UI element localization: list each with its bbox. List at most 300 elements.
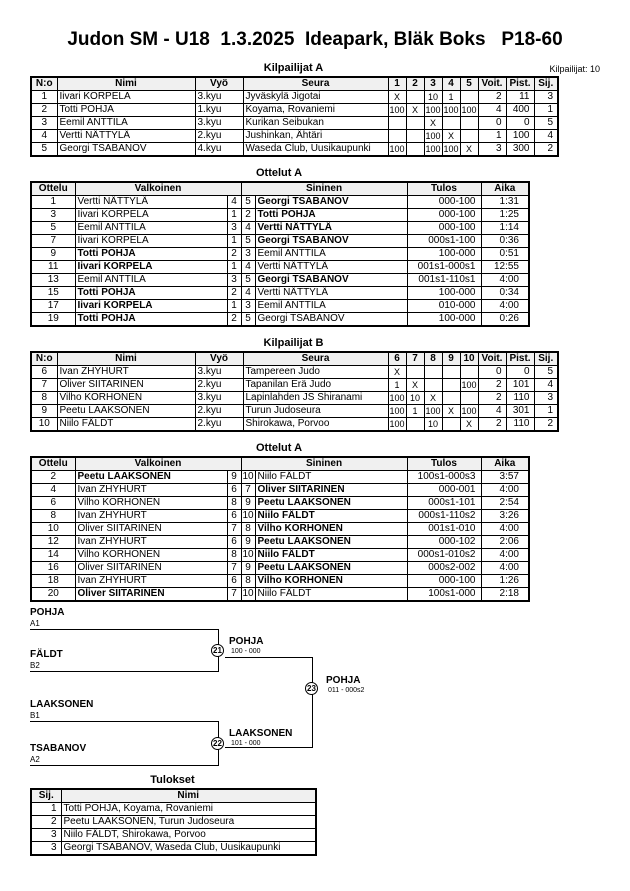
column-header: 9 — [442, 352, 460, 366]
table-row — [31, 366, 558, 379]
cell-sn: 4 — [241, 222, 255, 235]
cell-sij: 1 — [534, 405, 558, 418]
cell-sij: 1 — [31, 803, 61, 816]
cell-r-0: 100 — [389, 105, 405, 115]
cell-nimi: Georgi TSABANOV, Waseda Club, Uusikaupunki — [61, 842, 316, 856]
column-header: 7 — [406, 352, 424, 366]
sf1-score: 100 - 000 — [231, 648, 261, 655]
cell-vn: 2 — [227, 248, 241, 261]
cell-sininen: Vilho KORHONEN — [255, 523, 407, 536]
final-score: 011 - 000s2 — [328, 687, 365, 694]
cell-seura: Jyväskylä Jigotai — [243, 91, 388, 104]
cell-ottelu: 7 — [31, 235, 75, 248]
cell-ottelu: 9 — [31, 248, 75, 261]
table-row — [31, 418, 558, 432]
cell-no: 6 — [31, 366, 57, 379]
cell-sn: 7 — [241, 484, 255, 497]
cell-vn: 6 — [227, 536, 241, 549]
cell-nimi: Georgi TSABANOV — [57, 143, 195, 157]
cell-sininen: Peetu LAAKSONEN — [255, 562, 407, 575]
cell-valkoinen: Ivan ZHYHURT — [75, 484, 227, 497]
cell-nimi: Vilho KORHONEN — [57, 392, 195, 405]
cell-sn: 2 — [241, 209, 255, 222]
cell-sininen: Vertti NÄTTYLÄ — [255, 287, 407, 300]
cell-vn: 1 — [227, 300, 241, 313]
cell-ottelu: 2 — [31, 471, 75, 484]
bracket-entrant-seed: A1 — [30, 619, 40, 628]
cell-tulos: 000-001 — [407, 484, 481, 497]
cell-aika: 0:26 — [481, 313, 529, 327]
cell-r-0: 100 — [389, 419, 405, 429]
cell-valkoinen: Iivari KORPELA — [75, 300, 227, 313]
cell-sn: 4 — [241, 261, 255, 274]
cell-sininen: Vilho KORHONEN — [255, 575, 407, 588]
column-header: Nimi — [57, 352, 195, 366]
cell-nimi: Iivari KORPELA — [57, 91, 195, 104]
cell-sij: 4 — [534, 130, 558, 143]
table-row — [31, 313, 529, 327]
cell-r-2: X — [424, 117, 442, 130]
final-bracket — [0, 602, 630, 772]
cell-r-1: 1 — [406, 405, 424, 418]
cell-tulos: 100-000 — [407, 313, 481, 327]
cell-tulos: 100s1-000 — [407, 588, 481, 602]
cell-valkoinen: Oliver SIITARINEN — [75, 562, 227, 575]
sf1-winner-name: POHJA — [229, 636, 264, 647]
column-header: Valkoinen — [75, 457, 241, 471]
competitor-count: Kilpailijat: 10 — [549, 64, 600, 74]
cell-r-0: 100 — [389, 406, 405, 416]
cell-aika: 2:06 — [481, 536, 529, 549]
cell-sij: 5 — [534, 366, 558, 379]
cell-r-1 — [406, 91, 424, 104]
cell-r-0: X — [388, 91, 406, 104]
final-match-number-circle: 23 — [305, 682, 318, 695]
table-row — [31, 248, 529, 261]
table-row — [31, 392, 558, 405]
cell-pist: 0 — [506, 366, 534, 379]
column-header: 1 — [388, 77, 406, 91]
cell-tulos: 000s1-100 — [407, 235, 481, 248]
cell-ottelu: 5 — [31, 222, 75, 235]
results-table — [30, 788, 317, 856]
cell-r-3: 100 — [443, 144, 459, 154]
column-header: Valkoinen — [75, 182, 241, 196]
cell-aika: 4:00 — [481, 300, 529, 313]
cell-nimi: Niilo FÄLDT, Shirokawa, Porvoo — [61, 829, 316, 842]
cell-sininen: Vertti NÄTTYLÄ — [255, 222, 407, 235]
bracket-line — [225, 657, 313, 658]
cell-tulos: 000-100 — [407, 196, 481, 209]
cell-sininen: Peetu LAAKSONEN — [255, 536, 407, 549]
cell-vn: 8 — [227, 497, 241, 510]
cell-r-4 — [460, 392, 478, 405]
cell-valkoinen: Iivari KORPELA — [75, 235, 227, 248]
cell-r-1: 10 — [406, 392, 424, 405]
cell-vyo: 2.kyu — [195, 418, 243, 432]
cell-r-2: 100 — [425, 131, 441, 141]
section-heading-ottelut-a: Ottelut A — [255, 167, 303, 179]
cell-r-0: X — [388, 366, 406, 379]
cell-vyo: 1.kyu — [195, 104, 243, 117]
cell-r-4: 100 — [461, 380, 477, 390]
table-row — [31, 130, 558, 143]
column-header: N:o — [31, 77, 57, 91]
cell-seura: Waseda Club, Uusikaupunki — [243, 143, 388, 157]
bracket-entrant-name: LAAKSONEN — [30, 699, 94, 710]
cell-aika: 0:34 — [481, 287, 529, 300]
section-heading-kilpailijat-a: Kilpailijat A — [263, 62, 324, 74]
cell-valkoinen: Ivan ZHYHURT — [75, 575, 227, 588]
cell-r-0: 1 — [388, 379, 406, 392]
cell-ottelu: 11 — [31, 261, 75, 274]
cell-r-2: 10 — [424, 418, 442, 432]
cell-sij: 4 — [534, 379, 558, 392]
cell-sininen: Eemil ANTTILA — [255, 300, 407, 313]
cell-voit: 4 — [478, 405, 506, 418]
column-header: N:o — [31, 352, 57, 366]
table-row — [31, 117, 558, 130]
cell-valkoinen: Vertti NÄTTYLÄ — [75, 196, 227, 209]
cell-r-2: X — [424, 392, 442, 405]
bracket-entrant-seed: B1 — [30, 711, 40, 720]
cell-tulos: 001s1-110s1 — [407, 274, 481, 287]
table-row — [31, 143, 558, 157]
table-row — [31, 379, 558, 392]
cell-r-3 — [442, 379, 460, 392]
cell-sininen: Georgi TSABANOV — [255, 274, 407, 287]
cell-seura: Kurikan Seibukan — [243, 117, 388, 130]
results-section — [30, 774, 315, 856]
table-row — [31, 91, 558, 104]
column-header: Tulos — [407, 457, 481, 471]
cell-nimi: Totti POHJA — [57, 104, 195, 117]
cell-voit: 4 — [478, 104, 506, 117]
cell-sn: 10 — [242, 471, 254, 482]
cell-sij: 1 — [534, 104, 558, 117]
cell-seura: Turun Judoseura — [243, 405, 388, 418]
cell-vn: 3 — [227, 274, 241, 287]
cell-tulos: 000-100 — [407, 222, 481, 235]
sf1-match-number-circle: 21 — [211, 644, 224, 657]
cell-aika: 4:00 — [481, 523, 529, 536]
cell-seura: Koyama, Rovaniemi — [243, 104, 388, 117]
cell-vn: 7 — [227, 588, 241, 602]
cell-sn: 5 — [241, 235, 255, 248]
cell-vn: 6 — [227, 575, 241, 588]
cell-pist: 110 — [506, 392, 534, 405]
bracket-entrant-name: TSABANOV — [30, 743, 87, 754]
cell-sij: 5 — [534, 117, 558, 130]
cell-nimi: Eemil ANTTILA — [57, 117, 195, 130]
cell-r-1 — [406, 143, 424, 157]
cell-r-1 — [406, 117, 424, 130]
cell-r-2: 10 — [424, 91, 442, 104]
table-row — [31, 803, 316, 816]
cell-no: 10 — [31, 418, 57, 432]
cell-ottelu: 17 — [31, 300, 75, 313]
bracket-line — [312, 657, 313, 747]
cell-r-3 — [442, 117, 460, 130]
cell-vyo: 4.kyu — [195, 143, 243, 157]
column-header: 10 — [460, 352, 478, 366]
table-row — [31, 261, 529, 274]
cell-vn: 1 — [227, 261, 241, 274]
cell-tulos: 001s1-000s1 — [407, 261, 481, 274]
table-row — [31, 274, 529, 287]
cell-ottelu: 4 — [31, 484, 75, 497]
cell-valkoinen: Eemil ANTTILA — [75, 222, 227, 235]
cell-ottelu: 18 — [31, 575, 75, 588]
cell-r-3: X — [442, 405, 460, 418]
cell-vn: 3 — [227, 222, 241, 235]
column-header: 3 — [424, 77, 442, 91]
cell-voit: 3 — [478, 143, 506, 157]
cell-pist: 400 — [506, 104, 534, 117]
cell-nimi: Oliver SIITARINEN — [57, 379, 195, 392]
cell-sn: 9 — [241, 562, 255, 575]
cell-voit: 2 — [478, 91, 506, 104]
cell-sininen: Georgi TSABANOV — [255, 235, 407, 248]
table-row — [31, 523, 529, 536]
cell-vyo: 3.kyu — [195, 392, 243, 405]
table-row — [31, 829, 316, 842]
cell-vyo: 2.kyu — [195, 405, 243, 418]
cell-voit: 1 — [478, 130, 506, 143]
cell-r-2 — [424, 379, 442, 392]
cell-seura: Shirokawa, Porvoo — [243, 418, 388, 432]
table-row — [31, 209, 529, 222]
cell-r-1: X — [406, 104, 424, 117]
cell-r-4 — [460, 117, 478, 130]
column-header: Seura — [243, 352, 388, 366]
bracket-line — [30, 629, 218, 630]
cell-ottelu: 1 — [31, 196, 75, 209]
cell-no: 8 — [31, 392, 57, 405]
cell-pist: 101 — [506, 379, 534, 392]
column-header: 8 — [424, 352, 442, 366]
cell-sij: 3 — [534, 91, 558, 104]
column-header: Sij. — [534, 77, 558, 91]
cell-ottelu: 8 — [31, 510, 75, 523]
cell-nimi: Peetu LAAKSONEN, Turun Judoseura — [61, 816, 316, 829]
cell-seura: Tapanilan Erä Judo — [243, 379, 388, 392]
cell-sij: 3 — [31, 842, 61, 856]
column-header: 5 — [460, 77, 478, 91]
cell-sn: 8 — [241, 523, 255, 536]
column-header: 2 — [406, 77, 424, 91]
table-row — [31, 816, 316, 829]
cell-r-0 — [388, 130, 406, 143]
cell-sininen: Oliver SIITARINEN — [255, 484, 407, 497]
cell-valkoinen: Ivan ZHYHURT — [75, 536, 227, 549]
table-row — [31, 222, 529, 235]
cell-sn: 5 — [241, 196, 255, 209]
cell-pist: 300 — [506, 143, 534, 157]
cell-aika: 4:00 — [481, 484, 529, 497]
cell-seura: Lapinlahden JS Shiranami — [243, 392, 388, 405]
cell-vn: 2 — [227, 287, 241, 300]
cell-sininen: Niilo FÄLDT — [255, 549, 407, 562]
cell-r-1: X — [406, 379, 424, 392]
cell-vn: 8 — [227, 549, 241, 562]
pool-b-table — [30, 351, 559, 432]
cell-no: 7 — [31, 379, 57, 392]
column-header: Sininen — [241, 457, 407, 471]
cell-ottelu: 15 — [31, 287, 75, 300]
table-row — [31, 562, 529, 575]
pool-a-section — [30, 62, 557, 157]
cell-tulos: 000-100 — [407, 209, 481, 222]
cell-r-4 — [460, 130, 478, 143]
bracket-line — [30, 721, 218, 722]
cell-sininen: Peetu LAAKSONEN — [255, 497, 407, 510]
cell-r-2: 100 — [425, 105, 441, 115]
column-header: Aika — [481, 182, 529, 196]
cell-ottelu: 3 — [31, 209, 75, 222]
cell-ottelu: 16 — [31, 562, 75, 575]
cell-r-1 — [406, 418, 424, 432]
cell-r-2: 100 — [425, 144, 441, 154]
cell-sininen: Vertti NÄTTYLÄ — [255, 261, 407, 274]
column-header: Sij. — [31, 789, 61, 803]
cell-sn: 10 — [242, 510, 254, 521]
cell-ottelu: 12 — [31, 536, 75, 549]
sf2-winner-name: LAAKSONEN — [229, 728, 293, 739]
pool-a-table — [30, 76, 559, 157]
cell-voit: 0 — [478, 117, 506, 130]
cell-valkoinen: Totti POHJA — [75, 248, 227, 261]
cell-tulos: 100s1-000s3 — [407, 471, 481, 484]
cell-valkoinen: Oliver SIITARINEN — [75, 523, 227, 536]
cell-valkoinen: Totti POHJA — [75, 287, 227, 300]
table-row — [31, 536, 529, 549]
cell-valkoinen: Eemil ANTTILA — [75, 274, 227, 287]
section-heading-tulokset: Tulokset — [150, 774, 195, 786]
table-row — [31, 588, 529, 602]
cell-voit: 0 — [478, 366, 506, 379]
cell-r-3 — [442, 418, 460, 432]
column-header: Sij. — [534, 352, 558, 366]
cell-ottelu: 14 — [31, 549, 75, 562]
bracket-entrant-seed: A2 — [30, 755, 40, 764]
column-header: Nimi — [61, 789, 316, 803]
cell-pist: 0 — [506, 117, 534, 130]
section-heading-kilpailijat-b: Kilpailijat B — [263, 337, 324, 349]
cell-seura: Jushinkan, Ähtäri — [243, 130, 388, 143]
table-row — [31, 287, 529, 300]
matches-a-section — [30, 167, 528, 327]
cell-r-0: 100 — [389, 144, 405, 154]
cell-tulos: 000-100 — [407, 575, 481, 588]
cell-tulos: 001s1-010 — [407, 523, 481, 536]
cell-aika: 2:18 — [481, 588, 529, 602]
cell-tulos: 010-000 — [407, 300, 481, 313]
cell-pist: 11 — [506, 91, 534, 104]
cell-sij: 2 — [534, 143, 558, 157]
cell-nimi: Niilo FÄLDT — [57, 418, 195, 432]
matches-b-table — [30, 456, 530, 602]
cell-aika: 1:14 — [481, 222, 529, 235]
cell-sininen: Totti POHJA — [255, 209, 407, 222]
table-row — [31, 484, 529, 497]
cell-sn: 5 — [241, 313, 255, 327]
sf2-match-number-circle: 22 — [211, 737, 224, 750]
column-header: 4 — [442, 77, 460, 91]
cell-r-4: X — [460, 418, 478, 432]
cell-sij: 2 — [31, 816, 61, 829]
column-header: Sininen — [241, 182, 407, 196]
page-title: Judon SM - U18 1.3.2025 Ideapark, Bläk Boks P18-60 — [67, 29, 563, 50]
cell-r-4: 100 — [461, 406, 477, 416]
cell-pist: 110 — [506, 418, 534, 432]
table-row — [31, 471, 529, 484]
cell-tulos: 100-000 — [407, 248, 481, 261]
cell-valkoinen: Peetu LAAKSONEN — [75, 471, 227, 484]
cell-sininen: Niilo FÄLDT — [255, 471, 407, 484]
table-row — [31, 405, 558, 418]
column-header: Aika — [481, 457, 529, 471]
column-header: Nimi — [57, 77, 195, 91]
column-header: Vyö — [195, 352, 243, 366]
cell-r-3: X — [442, 130, 460, 143]
cell-r-3: 100 — [443, 105, 459, 115]
cell-ottelu: 19 — [31, 313, 75, 327]
cell-r-2 — [424, 366, 442, 379]
cell-vn: 2 — [227, 313, 241, 327]
cell-voit: 2 — [478, 418, 506, 432]
cell-vyo: 2.kyu — [195, 379, 243, 392]
cell-aika: 12:55 — [481, 261, 529, 274]
cell-aika: 0:36 — [481, 235, 529, 248]
cell-ottelu: 20 — [31, 588, 75, 602]
cell-sininen: Georgi TSABANOV — [255, 196, 407, 209]
cell-vyo: 3.kyu — [195, 91, 243, 104]
cell-no: 3 — [31, 117, 57, 130]
bracket-line — [225, 747, 313, 748]
cell-sn: 10 — [242, 588, 254, 599]
sf2-score: 101 - 000 — [231, 740, 261, 747]
cell-ottelu: 13 — [31, 274, 75, 287]
cell-valkoinen: Vilho KORHONEN — [75, 497, 227, 510]
cell-r-1 — [406, 130, 424, 143]
column-header: Voit. — [478, 77, 506, 91]
cell-sn: 3 — [241, 248, 255, 261]
cell-sn: 3 — [241, 300, 255, 313]
cell-vyo: 3.kyu — [195, 366, 243, 379]
cell-nimi: Peetu LAAKSONEN — [57, 405, 195, 418]
cell-r-3 — [442, 392, 460, 405]
cell-no: 9 — [31, 405, 57, 418]
cell-vn: 7 — [227, 562, 241, 575]
column-header: Tulos — [407, 182, 481, 196]
cell-valkoinen: Totti POHJA — [75, 313, 227, 327]
cell-no: 2 — [31, 104, 57, 117]
cell-seura: Tampereen Judo — [243, 366, 388, 379]
cell-sn: 4 — [241, 287, 255, 300]
matches-b-section — [30, 442, 528, 602]
cell-pist: 100 — [506, 130, 534, 143]
cell-vn: 9 — [227, 471, 241, 484]
cell-r-4 — [460, 91, 478, 104]
cell-valkoinen: Ivan ZHYHURT — [75, 510, 227, 523]
cell-sininen: Georgi TSABANOV — [255, 313, 407, 327]
cell-sn: 10 — [242, 549, 254, 560]
cell-sn: 9 — [241, 536, 255, 549]
cell-r-0 — [388, 117, 406, 130]
cell-aika: 3:26 — [481, 510, 529, 523]
column-header: Voit. — [478, 352, 506, 366]
